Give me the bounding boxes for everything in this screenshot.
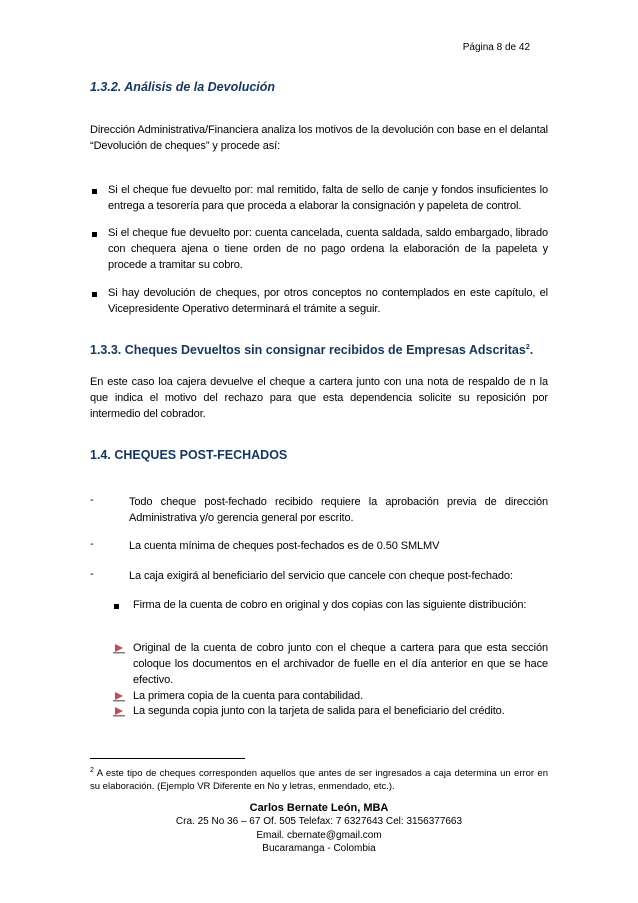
bullet-icon [92,292,97,297]
footnote [90,764,548,793]
footnote-divider [90,758,245,759]
section-heading-1-3-3 [90,343,533,357]
section-1-3-2-intro: Dirección Administrativa/Financiera analiza los motivos de la devolución con base en el delantal “Devolución de cheques” y procede así: [90,124,548,152]
arrow-item: La segunda copia junto con la tarjeta de salida para el beneficiario del crédito. [133,705,505,717]
bullet-icon [114,604,119,609]
heading-period: . [529,343,534,357]
arrow-bullet-icon [113,690,125,702]
arrow-item: Original de la cuenta de cobro junto con el cheque a cartera para que esta sección coloque los documentos en el archivador de fuelle en el día anterior en que se hace efectivo. [133,642,548,686]
dash-item: La caja exigirá al beneficiario del servicio que cancele con cheque post-fechado: [129,570,513,582]
dash-marker: - [90,494,94,506]
dash-marker: - [90,538,94,550]
footer-name: Carlos Bernate León, MBA [249,802,389,814]
footnote-number: 2 [90,767,94,774]
arrow-bullet-icon [113,705,125,717]
bullet-icon [92,232,97,237]
dash-item: La cuenta mínima de cheques post-fechados es de 0.50 SMLMV [129,540,440,552]
arrow-item: La primera copia de la cuenta para contabilidad. [133,690,364,702]
section-heading-1-3-2: 1.3.2. Análisis de la Devolución [90,80,276,94]
bullet-item: Si hay devolución de cheques, por otros conceptos no contemplados en este capítulo, el Vicepresidente Operativo determinará el trámite a seguir. [108,287,548,315]
arrow-bullet-icon [113,642,125,654]
footnote-text: A este tipo de cheques corresponden aquellos que antes de ser ingresados a caja determina un error en su elaboración. (Ejemplo VR Diferente en No y letras, enmendado, etc.). [90,768,548,793]
bullet-item: Si el cheque fue devuelto por: cuenta cancelada, cuenta saldada, saldo embargado, librado con chequera ajena o tiene orden de no pago ordena la elaboración de la papeleta y procede a tramitar su cobro. [108,227,548,271]
footer-city: Bucaramanga - Colombia [262,843,376,854]
section-1-3-3-text: En este caso loa cajera devuelve el cheque a cartera junto con una nota de respaldo de n la que indica el motivo del rechazo para que esta dependencia solicite su reposición por intermedio del cobrador. [90,376,548,420]
section-heading-1-4: 1.4. CHEQUES POST-FECHADOS [90,448,288,462]
bullet-icon [92,189,97,194]
dash-item: Todo cheque post-fechado recibido requiere la aprobación previa de dirección Administrativa y/o gerencia general por escrito. [129,496,548,524]
footer-address: Cra. 25 No 36 – 67 Of. 505 Telefax: 7 6327643 Cel: 3156377663 [175,816,463,827]
sub-bullet-item: Firma de la cuenta de cobro en original y dos copias con las siguiente distribución: [133,599,527,611]
footer-email: Email. cbernate@gmail.com [256,830,382,841]
footnote-ref: 2 [525,343,530,351]
dash-marker: - [90,568,94,580]
bullet-item: Si el cheque fue devuelto por: mal remitido, falta de sello de canje y fondos insuficientes lo entrega a tesorería para que proceda a elaborar la consignación y papeleta de control. [108,184,548,212]
section-heading-1-3-3-text: 1.3.3. Cheques Devueltos sin consignar recibidos de Empresas Adscritas [90,343,526,357]
page-number: Página 8 de 42 [462,42,530,53]
